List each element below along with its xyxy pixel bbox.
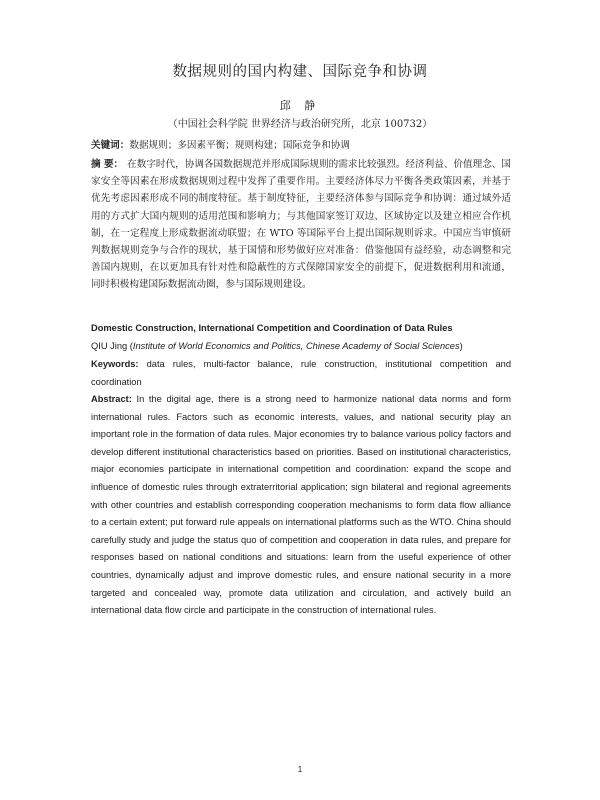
en-author bbox=[91, 338, 511, 356]
en-keywords bbox=[91, 356, 511, 391]
paper-title: 数据规则的国内构建、国际竞争和协调 bbox=[172, 64, 428, 80]
cn-keywords-label: 关键词： bbox=[91, 140, 130, 151]
cn-keywords-text: 数据规则；多因素平衡；规则构建；国际竞争和协调 bbox=[129, 140, 351, 151]
cn-keywords bbox=[91, 137, 511, 154]
cn-abstract bbox=[91, 156, 511, 294]
cn-abstract-text: 在数字时代，协调各国数据规范并形成国际规则的需求比较强烈。经济利益、价值理念、国家安全等因素在形成数据规则过程中发挥了重要作用。主要经济体尽力平衡各类政策因素，并基于优先考虑因素形成不同的制度特征。基于制度特征，主要经济体参与国际竞争和协调：通过域外适用的方式扩大国内规则的适用范围和影响力；与其他国家签订双边、区域协定以及建立相应合作机制，在一定程度上形成数据流动联盟；在 WTO 等国际平台上提出国际规则诉求。中国应当审慎研判数据规则竞争与合作的现状，基于国情和形势做好应对准备：借鉴他国有益经验，动态调整和完善国内规则，在以更加具有针对性和隐蔽性的方式保障国家安全的前提下，促进数据利用和流通，同时积极构建国际数据流动圈，参与国际规则建设。 bbox=[91, 159, 512, 291]
en-keywords-text: data rules, multi-factor balance, rule construction, institutional competition and coordination bbox=[91, 359, 511, 387]
en-abstract-text: In the digital age, there is a strong need to harmonize national data norms and form international rules. Factors such as economic interests, values, and national security play an important role in the formation of data rules. Major economies try to balance various policy factors and develop different institutional characteristics based on priorities. Based on institutional characteristics, major economies participate in international competition and coordination: expand the scope and influence of domestic rules through extraterritorial application; sign bilateral and regional agreements with other countries and establish corresponding cooperation mechanisms to form data flow alliance to a certain extent; put forward rule appeals on international platforms such as the WTO. China should carefully study and judge the status quo of competition and cooperation in data rules, and prepare for responses based on national conditions and situations: learn from the useful experience of other countries, dynamically adjust and improve domestic rules, and ensure national security in a more targeted and concealed way, promote data utilization and circulation, and actively build an international data flow circle and participate in the construction of international rules. bbox=[91, 394, 511, 616]
en-abstract bbox=[91, 391, 511, 620]
en-author-close: ) bbox=[459, 341, 463, 351]
en-keywords-label: Keywords: bbox=[91, 359, 139, 369]
en-title: Domestic Construction, International Competition and Coordination of Data Rules bbox=[91, 323, 453, 333]
cn-abstract-label: 摘 要： bbox=[91, 159, 124, 170]
author-affiliation: （中国社会科学院 世界经济与政治研究所，北京 100732） bbox=[167, 119, 433, 130]
page-number: 1 bbox=[297, 765, 303, 774]
en-author-affiliation: Institute of World Economics and Politics, Chinese Academy of Social Sciences bbox=[132, 341, 460, 351]
en-author-name: QIU Jing ( bbox=[91, 341, 133, 351]
author-name: 邱 静 bbox=[279, 99, 321, 112]
en-abstract-label: Abstract: bbox=[91, 394, 132, 404]
